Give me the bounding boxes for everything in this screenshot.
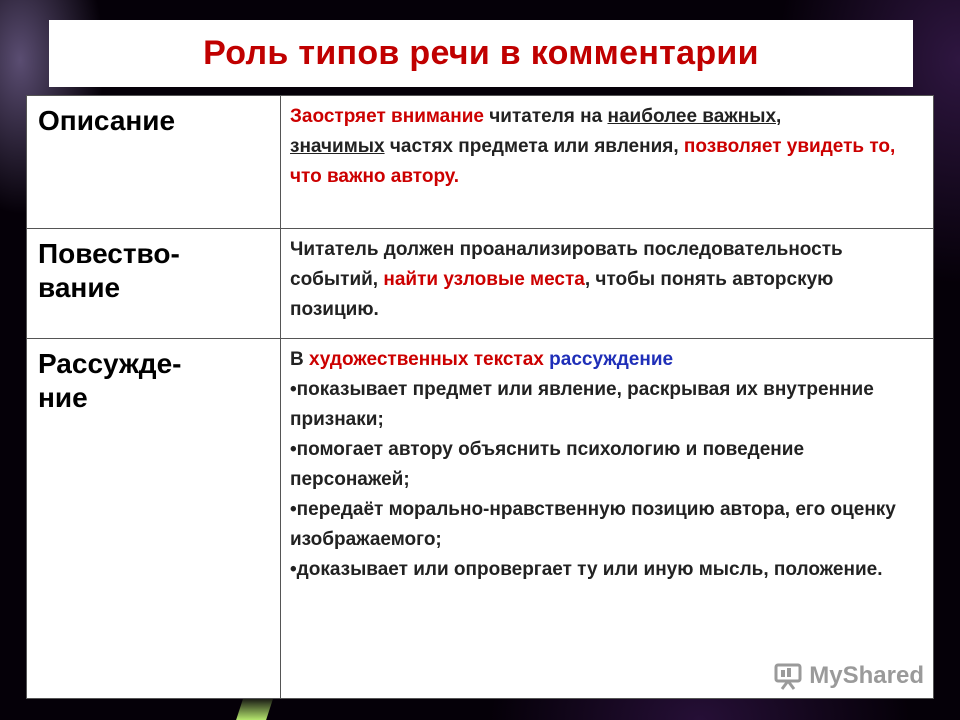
table-row-description — [27, 96, 934, 229]
row-label-narration — [27, 229, 281, 339]
row-label-text: Рассужде- — [38, 348, 182, 379]
speech-types-table — [26, 95, 934, 699]
underlined-text: значимых — [290, 136, 385, 157]
row-label-description — [27, 96, 281, 229]
table-row-reasoning — [27, 339, 934, 699]
underlined-text: наиболее важных, — [607, 106, 782, 127]
highlight-red: позволяет увидеть то, что важно автору. — [290, 136, 896, 187]
row-content-narration — [281, 229, 934, 339]
description-text — [290, 102, 921, 192]
row-label-text: Повество- — [38, 238, 180, 269]
reasoning-intro — [290, 345, 921, 375]
text-span: , чтобы понять авторскую позицию. — [290, 269, 834, 320]
list-item: •доказывает или опровергает ту или иную мысль, положение. — [290, 559, 883, 580]
watermark-text: MyShared — [809, 662, 924, 689]
narration-text — [290, 235, 921, 325]
row-content-description — [281, 96, 934, 229]
highlight-red: художественных текстах — [309, 349, 544, 370]
row-label-text: вание — [38, 272, 121, 303]
presentation-icon — [773, 662, 803, 690]
text-span: В — [290, 349, 309, 370]
row-label-reasoning — [27, 339, 281, 699]
title-box — [49, 20, 913, 87]
text-span: читателя на — [483, 106, 608, 127]
highlight-red: Заостряет внимание — [290, 106, 484, 127]
watermark — [773, 662, 924, 690]
highlight-red: найти узловые места — [383, 269, 585, 290]
table-row-narration — [27, 229, 934, 339]
row-label-text: ние — [38, 382, 88, 413]
text-span: частях предмета или явления, — [384, 136, 684, 157]
page-title: Роль типов речи в комментарии — [203, 34, 759, 72]
list-item: •передаёт морально-нравственную позицию автора, его оценку изображаемого; — [290, 499, 896, 550]
row-label-text: Описание — [38, 105, 176, 136]
list-item: •показывает предмет или явление, раскрывая их внутренние признаки; — [290, 379, 874, 430]
highlight-blue: рассуждение — [543, 349, 674, 370]
list-item: •помогает автору объяснить психологию и поведение персонажей; — [290, 439, 805, 490]
row-content-reasoning — [281, 339, 934, 699]
text-span: Читатель должен проанализировать последовательность событий, — [290, 239, 843, 290]
